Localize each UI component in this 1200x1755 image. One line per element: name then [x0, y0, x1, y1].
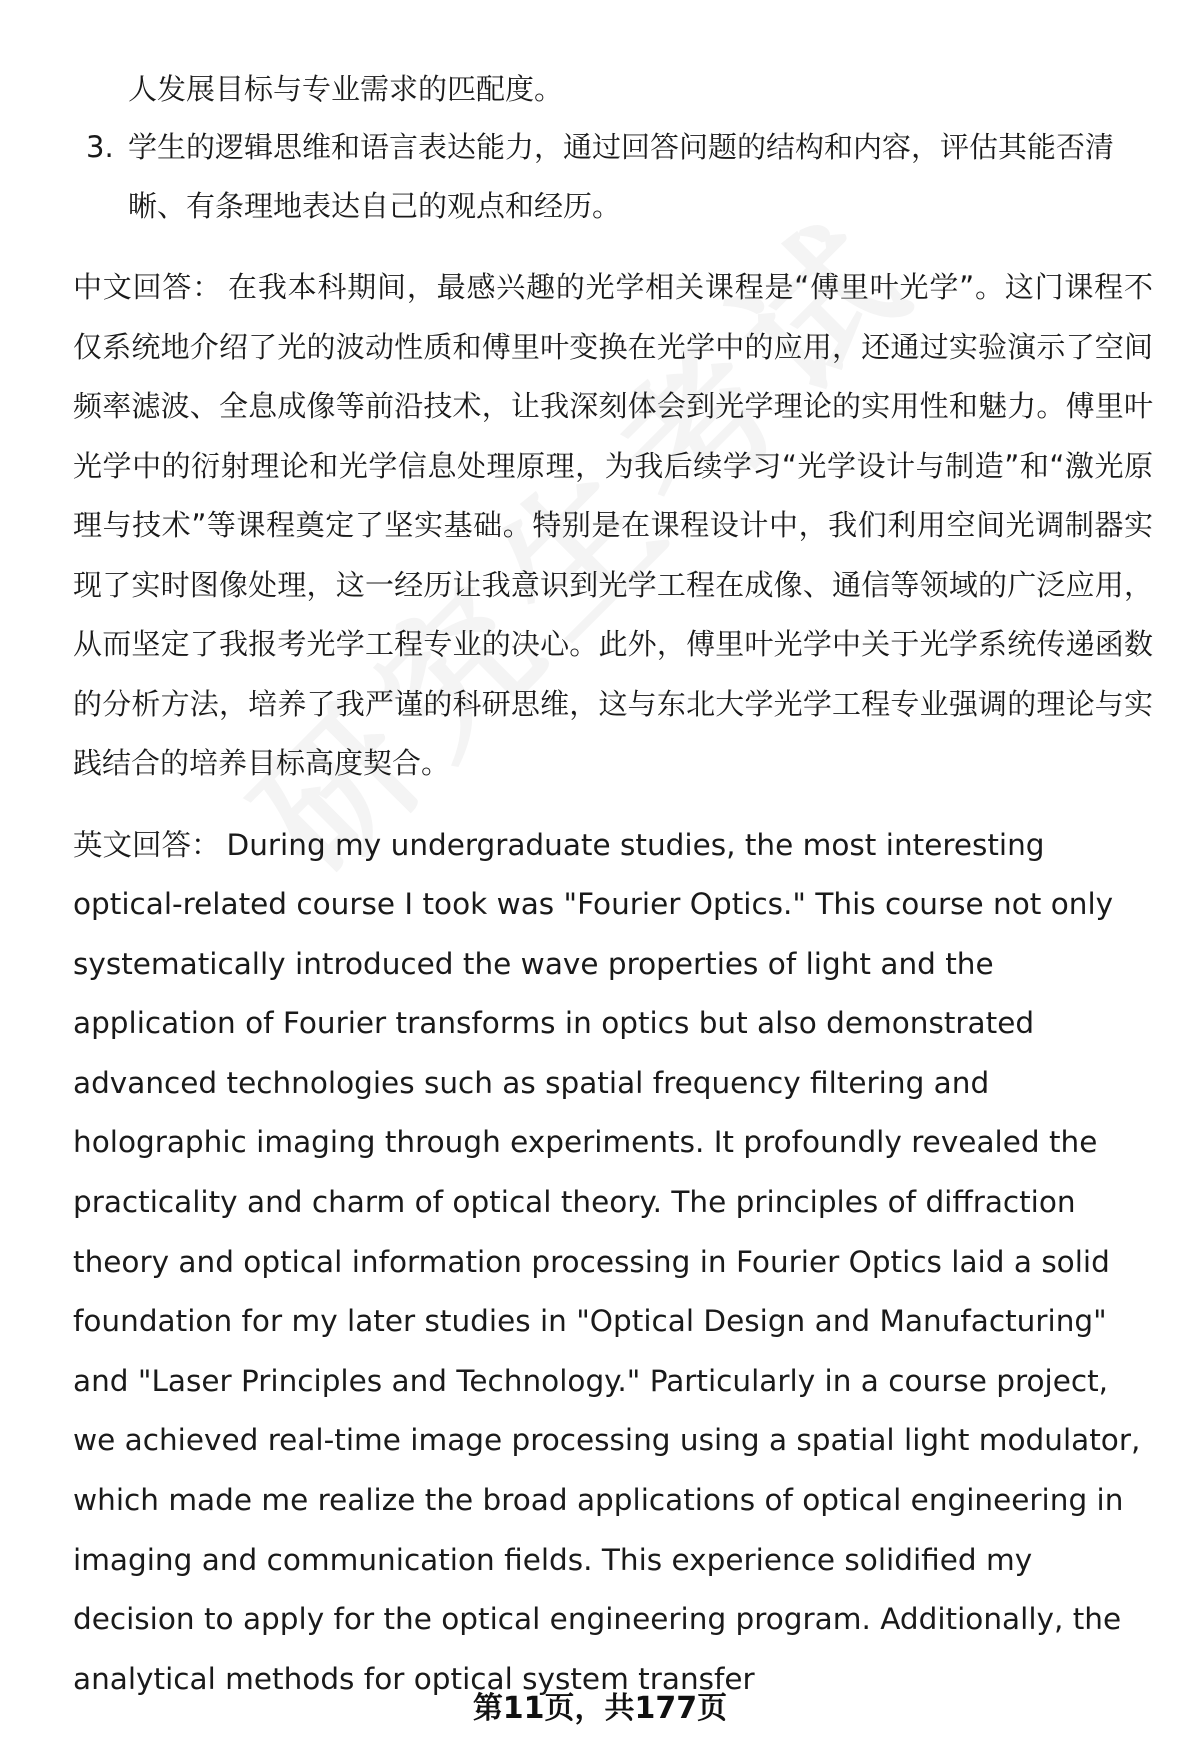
list-number: 3. [86, 130, 114, 164]
english-answer-text: During my undergraduate studies, the most interesting optical-related course I took was "Fourier Optics." This course not only systematically introduced the wave properties of light and the application of Fourier transforms in optics but also demonstrated advanced technologies such as spatial frequency filtering and holographic imaging through experiments. It profoundly revealed the practicality and charm of optical theory. The principles of diffraction theory and optical information processing in Fourier Optics laid a solid foundation for my later studies in "Optical Design and Manufacturing" and "Laser Principles and Technology." Particularly in a course project, we achieved real-time image processing using a spatial light modulator, which made me realize the broad applications of optical engineering in imaging and communication fields. This experience solidified my decision to apply for the optical engineering program. Additionally, the analytical methods for optical system transfer [73, 827, 1141, 1696]
chinese-answer-paragraph [73, 258, 1153, 794]
chinese-answer-label: 中文回答： [73, 270, 223, 304]
list-item-text: 学生的逻辑思维和语言表达能力，通过回答问题的结构和内容，评估其能否清晰、有条理地表达自己的观点和经历。 [128, 130, 1115, 223]
list-item-continuation: 人发展目标与专业需求的匹配度。 [128, 72, 564, 106]
list-item-3 [73, 118, 1153, 236]
chinese-answer-text: 在我本科期间，最感兴趣的光学相关课程是“傅里叶光学”。这门课程不仅系统地介绍了光的波动性质和傅里叶变换在光学中的应用，还通过实验演示了空间频率滤波、全息成像等前沿技术，让我深刻体会到光学理论的实用性和魅力。傅里叶光学中的衍射理论和光学信息处理原理，为我后续学习“光学设计与制造”和“激光原理与技术”等课程奠定了坚实基础。特别是在课程设计中，我们利用空间光调制器实现了实时图像处理，这一经历让我意识到光学工程在成像、通信等领域的广泛应用，从而坚定了我报考光学工程专业的决心。此外，傅里叶光学中关于光学系统传递函数的分析方法，培养了我严谨的科研思维，这与东北大学光学工程专业强调的理论与实践结合的培养目标高度契合。 [73, 270, 1153, 780]
page-content [73, 60, 1153, 1709]
english-answer-label: 英文回答： [73, 827, 221, 862]
page-footer: 第11页，共177页 [472, 1691, 728, 1726]
english-answer-paragraph [73, 816, 1153, 1710]
